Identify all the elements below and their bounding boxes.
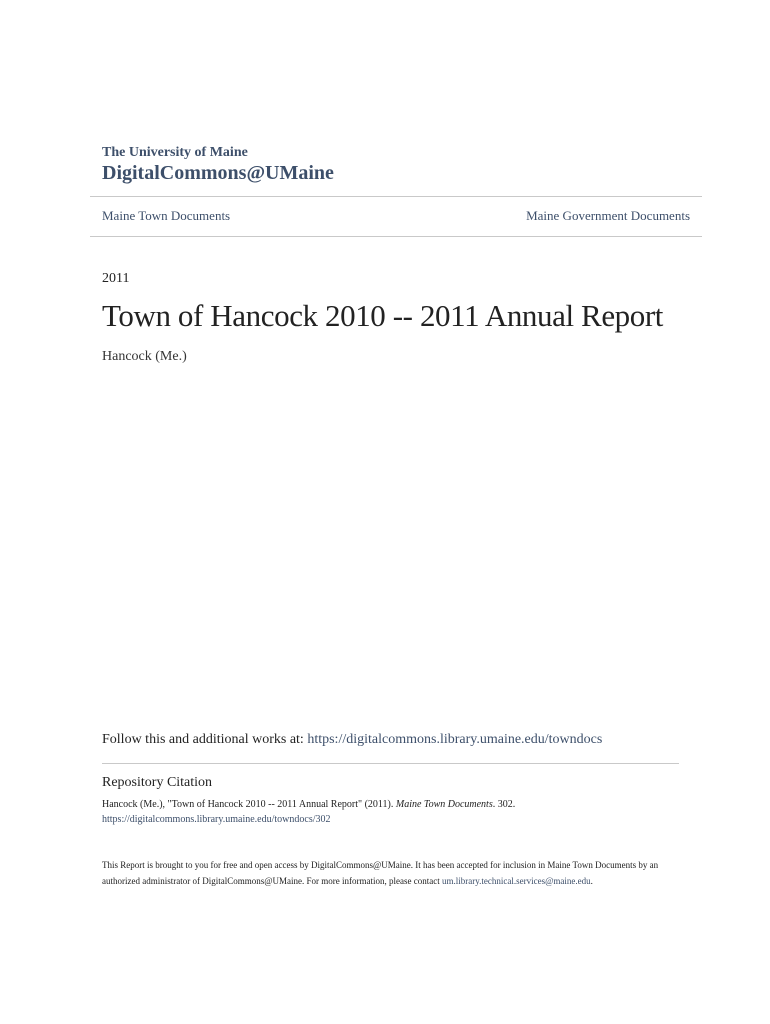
citation-heading: Repository Citation — [102, 775, 213, 790]
footer-text: This Report is brought to you for free and open access by DigitalCommons@UMaine. It has been accepted for inclusion in Maine Town Documents by an authorized administrator of DigitalCommons@UMaine. For more information, please contact — [102, 860, 659, 886]
maine-town-documents-link[interactable]: Maine Town Documents — [102, 208, 231, 223]
follow-line — [102, 732, 602, 748]
document-year: 2011 — [102, 271, 130, 286]
institution-name: The University of Maine — [102, 145, 248, 160]
follow-label: Follow this and additional works at: — [102, 732, 308, 747]
footer-end: . — [590, 876, 593, 886]
citation-block — [102, 797, 515, 827]
citation-divider — [102, 763, 679, 764]
document-title: Town of Hancock 2010 -- 2011 Annual Report — [102, 298, 664, 333]
follow-url-link[interactable]: https://digitalcommons.library.umaine.edu/towndocs — [307, 732, 603, 747]
maine-government-documents-link[interactable]: Maine Government Documents — [526, 208, 690, 223]
citation-series: Maine Town Documents — [395, 799, 493, 810]
document-author: Hancock (Me.) — [102, 349, 187, 364]
divider-bottom — [90, 236, 702, 237]
repository-name[interactable]: DigitalCommons@UMaine — [102, 162, 334, 184]
divider-top — [90, 196, 702, 197]
citation-url-link[interactable]: https://digitalcommons.library.umaine.edu/towndocs/302 — [102, 814, 331, 825]
citation-number: . 302. — [492, 799, 516, 810]
footer-notice — [102, 857, 682, 889]
citation-text: Hancock (Me.), "Town of Hancock 2010 -- 2011 Annual Report" (2011). — [102, 799, 396, 810]
contact-email-link[interactable]: um.library.technical.services@maine.edu — [441, 876, 591, 886]
